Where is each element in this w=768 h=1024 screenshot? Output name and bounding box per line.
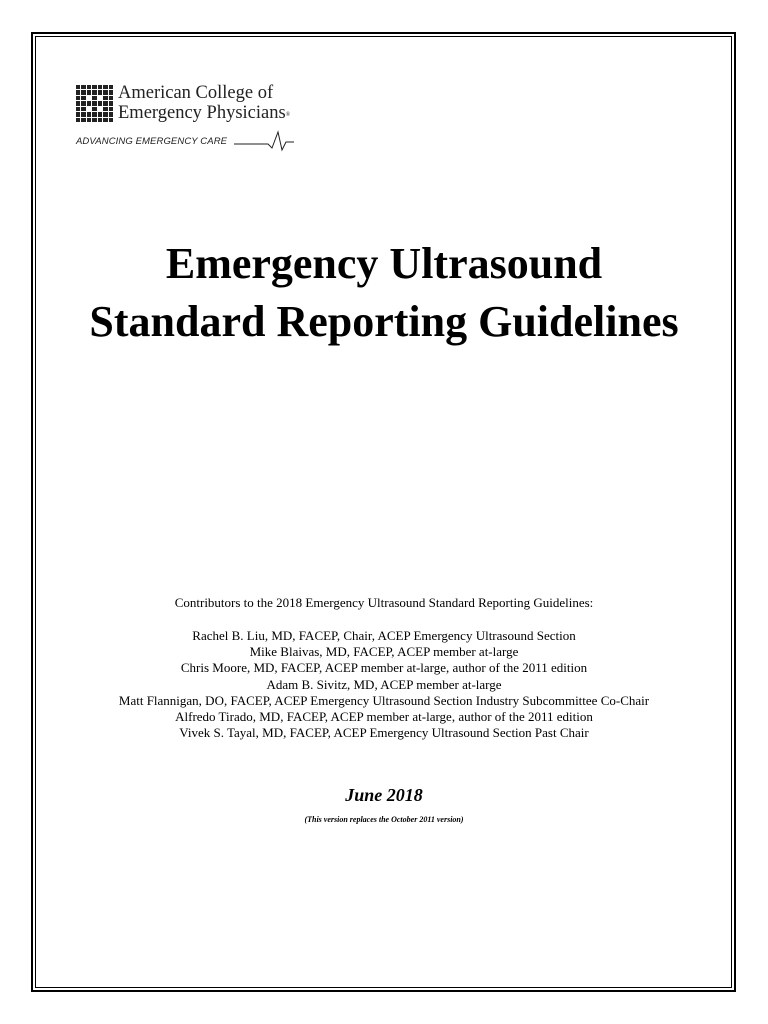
publication-date: June 2018 (345, 785, 423, 805)
contributor-line: Vivek S. Tayal, MD, FACEP, ACEP Emergency Ultrasound Section Past Chair (179, 725, 589, 741)
page-border-inner (35, 36, 732, 988)
logo-org-line1: American College of (118, 83, 274, 103)
contributors-list (36, 628, 732, 741)
contributor-line: Chris Moore, MD, FACEP, ACEP member at-large, author of the 2011 edition (180, 660, 588, 676)
logo-reg-mark: ® (285, 112, 291, 118)
contributor-line: Rachel B. Liu, MD, FACEP, Chair, ACEP Emergency Ultrasound Section (192, 628, 576, 643)
document-title (36, 235, 732, 351)
contributor-line: Alfredo Tirado, MD, FACEP, ACEP member at-large, author of the 2011 edition (175, 709, 593, 725)
logo-org-line2: Emergency Physicians (118, 103, 286, 123)
logo-org-name (118, 83, 290, 123)
contributors-heading: Contributors to the 2018 Emergency Ultrasound Standard Reporting Guidelines: (174, 595, 594, 610)
contributor-line: Mike Blaivas, MD, FACEP, ACEP member at-large (249, 644, 519, 660)
logo-tagline: ADVANCING EMERGENCY CARE (76, 136, 228, 147)
contributor-line: Matt Flannigan, DO, FACEP, ACEP Emergency Ultrasound Section Industry Subcommittee Co-Chair (118, 692, 650, 708)
heartbeat-pulse-icon (234, 130, 294, 154)
version-note: (This version replaces the October 2011 version) (304, 815, 464, 824)
title-line1: Emergency Ultrasound (165, 239, 603, 288)
acep-logo (76, 83, 316, 158)
contributor-line: Adam B. Sivitz, MD, ACEP member at-large (266, 676, 502, 692)
logo-grid-icon (76, 85, 113, 122)
title-line2: Standard Reporting Guidelines (89, 297, 679, 346)
